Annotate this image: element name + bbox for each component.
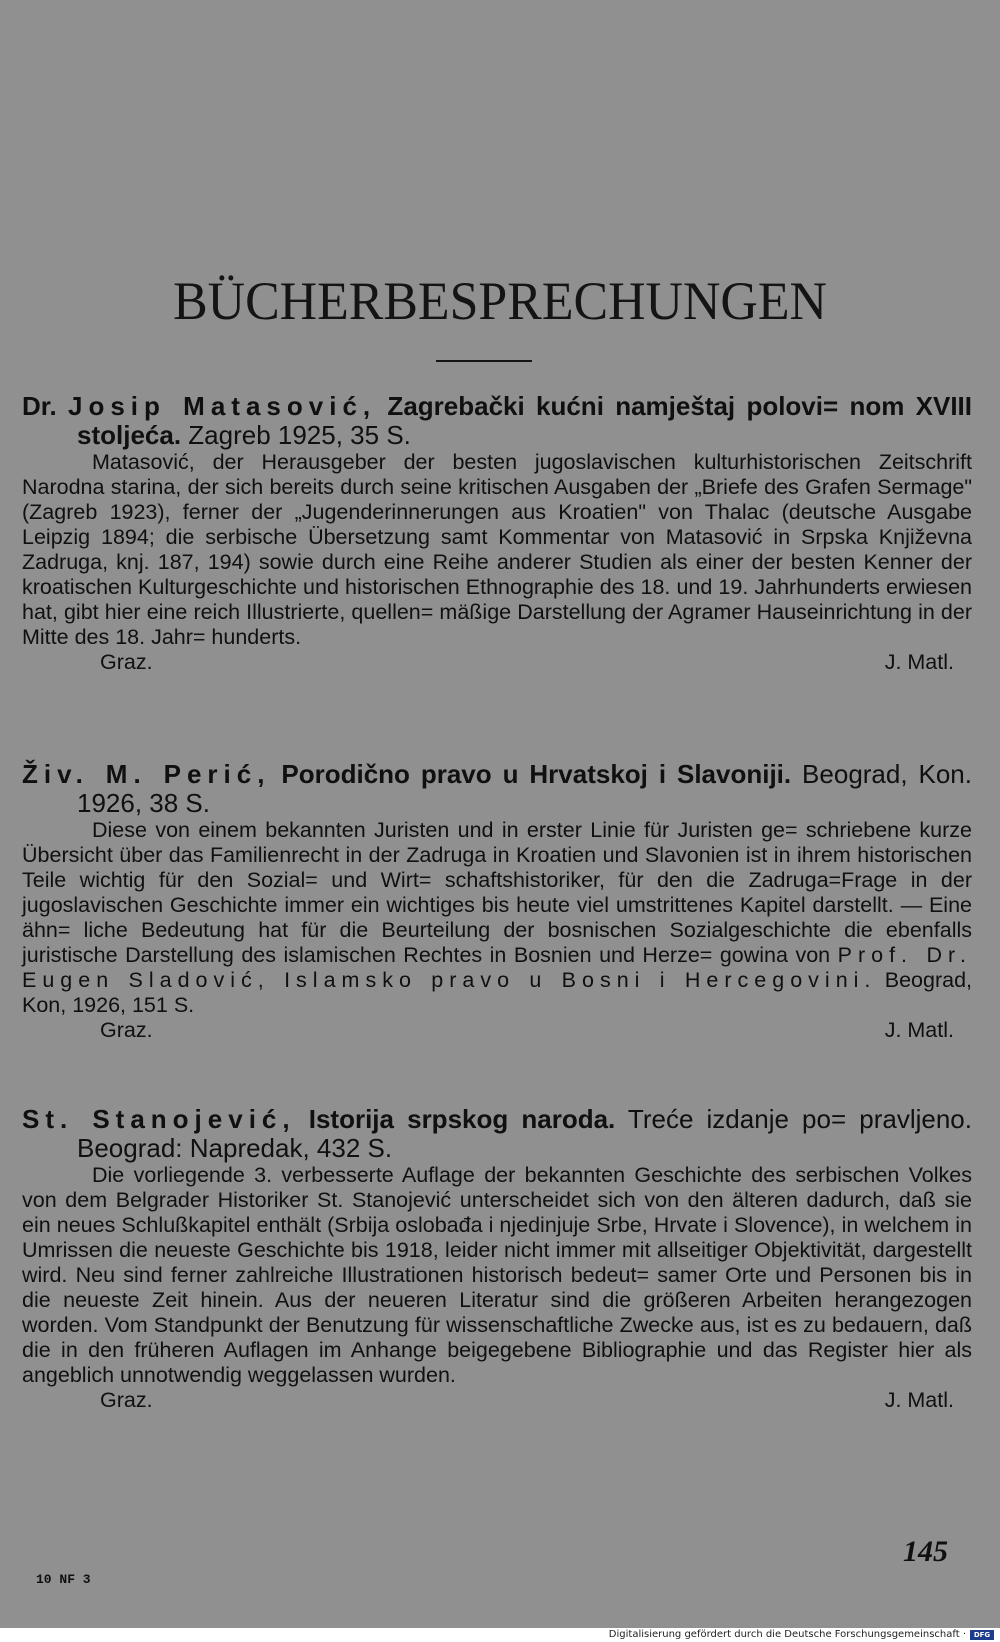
publication-info: Treće izdanje po= pravljeno. Beograd: Napredak, 432 S. xyxy=(77,1104,972,1163)
reviewer-signature: J. Matl. xyxy=(884,1388,954,1412)
review-signature-line xyxy=(22,1018,972,1043)
reviewer-signature: J. Matl. xyxy=(884,1018,954,1042)
printer-signature-mark: 10 NF 3 xyxy=(36,1572,91,1587)
review-stanojevic xyxy=(22,1105,972,1413)
review-body-text: Diese von einem bekannten Juristen und in erster Linie für Juristen ge= schriebene kurze Übersicht über das Familienrecht in der Zadruga in Kroatien und Slavonien ist in ihrem historischen Teile wichtig für den Sozial= und Wirt= schaftshistoriker, für den die Zadruga=Frage in der jugoslavischen Geschichte immer ein wichtiges bis heute viel umstrittenes Kapitel darstellt. — Eine ähn= liche Bedeutung hat für die Beurteilung der bosnischen Sozialgeschichte die ebenfalls juristische Darstellung des islamischen Rechtes in Bosnien und Herze= gowina von xyxy=(22,818,972,967)
author-name: Josip Matasović, xyxy=(67,391,377,421)
review-place: Graz. xyxy=(100,650,153,674)
author-name: St. Stanojević, xyxy=(22,1104,296,1134)
footer-credit: Digitalisierung gefördert durch die Deutsche Forschungsgemeinschaft · xyxy=(608,1629,966,1640)
author-prefix: Dr. xyxy=(22,391,68,421)
page-number: 145 xyxy=(903,1535,948,1568)
digitization-footer xyxy=(0,1628,1000,1642)
review-heading xyxy=(22,760,972,818)
cited-work: Prof. Dr. Eugen Sladović, Islamsko pravo u Bosni i Hercegovini. xyxy=(22,943,972,992)
work-title: Zagrebački kućni namještaj polovi= nom XVIII stoljeća. xyxy=(77,391,972,450)
review-matasovic xyxy=(22,392,972,675)
page-title: BÜCHERBESPRECHUNGEN xyxy=(173,271,827,331)
cited-work-publication: Beograd, Kon, 1926, 151 S. xyxy=(22,968,973,1017)
review-heading xyxy=(22,392,972,450)
review-place: Graz. xyxy=(100,1018,153,1042)
author-name: Živ. M. Perić, xyxy=(22,759,271,789)
dfg-logo-icon: DFG xyxy=(970,1630,994,1640)
publication-info: Beograd, Kon. 1926, 38 S. xyxy=(77,759,972,818)
review-signature-line xyxy=(22,1388,972,1413)
work-title: Porodično pravo u Hrvatskoj i Slavoniji. xyxy=(270,759,792,789)
review-peric xyxy=(22,760,972,1043)
review-body: Die vorliegende 3. verbesserte Auflage der bekannten Geschichte des serbischen Volkes von dem Belgrader Historiker St. Stanojević unterscheidet sich von den älteren dadurch, daß sie ein neues Schlußkapitel enthält (Srbija oslobađa i njedinjuje Srbe, Hrvate i Slovence), in welchem in Umrissen die neueste Geschichte bis 1918, leider nicht immer mit allseitiger Objektivität, dargestellt wird. Neu sind ferner zahlreiche Illustrationen historisch bedeut= samer Orte und Personen bis in die neueste Zeit hinein. Aus der neueren Literatur sind die größeren Arbeiten herangezogen worden. Vom Standpunkt der Benutzung für wissenschaftliche Zwecke aus, ist es zu bedauern, daß die in den früheren Auflagen im Anhange beigegebene Bibliographie und das Register hier als angeblich unnotwendig weggelassen wurden. xyxy=(22,1163,972,1387)
review-body xyxy=(22,818,972,1018)
title-rule xyxy=(436,360,532,362)
review-body: Matasović, der Herausgeber der besten jugoslavischen kulturhistorischen Zeitschrift Narodna starina, der sich bereits durch seine kritischen Ausgaben der „Briefe des Grafen Sermage" (Zagreb 1923), ferner der „Jugenderinnerungen aus Kroatien" von Thalac (deutsche Ausgabe Leipzig 1894; die serbische Übersetzung samt Kommentar von Matasović in Srpska Književna Zadruga, knj. 187, 194) sowie durch eine Reihe anderer Studien als einer der besten Kenner der kroatischen Kulturgeschichte und historischen Ethnographie des 18. und 19. Jahrhunderts erwiesen hat, gibt hier eine reich Illustrierte, quellen= mäßige Darstellung der Agramer Hauseinrichtung in der Mitte des 18. Jahr= hunderts. xyxy=(22,450,972,649)
review-signature-line xyxy=(22,650,972,675)
publication-info: Zagreb 1925, 35 S. xyxy=(181,420,411,450)
work-title: Istorija srpskog naroda. xyxy=(295,1104,616,1134)
review-heading xyxy=(22,1105,972,1163)
reviewer-signature: J. Matl. xyxy=(884,650,954,674)
review-place: Graz. xyxy=(100,1388,153,1412)
